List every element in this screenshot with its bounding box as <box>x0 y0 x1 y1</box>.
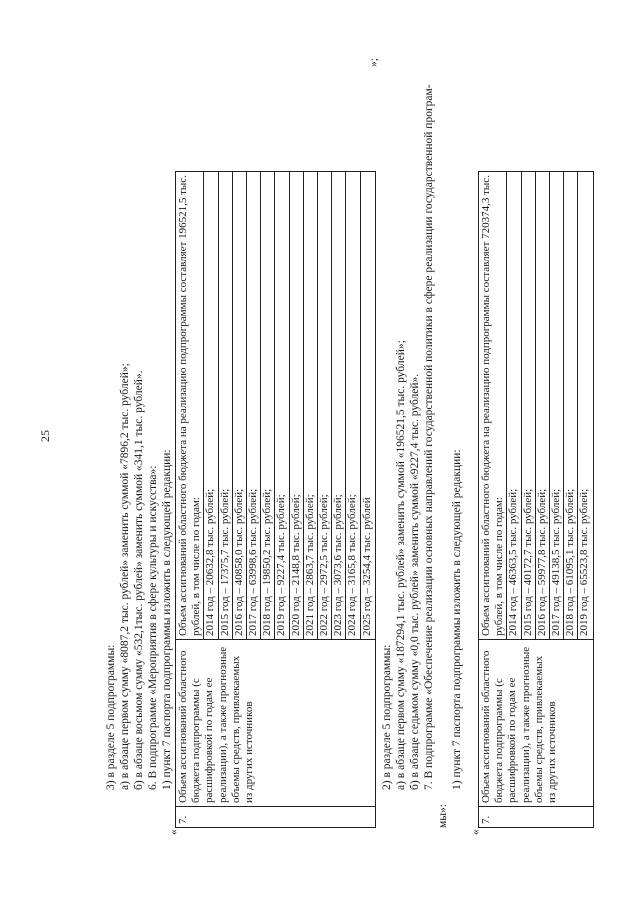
content-line: 2023 год – 3073,6 тыс. рублей; <box>331 172 345 639</box>
table-row <box>479 172 594 828</box>
content-line: 2014 год – 20632,8 тыс. рублей; <box>203 172 217 639</box>
text-line: б) в абзаце восьмом сумму «532,1тыс. рублей» заменить суммой «341,1 тыс. рублей». <box>133 370 145 790</box>
content-line: 2017 год – 63998,6 тыс. рублей; <box>246 172 260 639</box>
content-line: 2019 год – 65523,8 тыс. рублей; <box>577 172 591 639</box>
table-cell-number: 7. <box>176 807 376 828</box>
content-line: 2015 год – 40172,7 тыс. рублей; <box>521 172 535 639</box>
content-line: 2020 год – 2148,8 тыс. рублей; <box>289 172 303 639</box>
text-line: 1) пункт 7 паспорта подпрограммы изложить в следующей редакции: <box>161 449 173 790</box>
passport-table-1 <box>175 171 376 828</box>
content-line: 2018 год – 61095,1 тыс. рублей; <box>563 172 577 639</box>
content-line: Объем ассигнований областного бюджета на реализацию подпрограммы составляет 196521,5 тыс. <box>177 175 189 636</box>
table-cell-content <box>479 172 594 640</box>
content-line: 2019 год – 9227,4 тыс. рублей; <box>274 172 288 639</box>
content-line: 2018 год – 19850,2 тыс. рублей; <box>260 172 274 639</box>
open-quote: « <box>168 829 180 835</box>
text-line: 1) пункт 7 паспорта подпрограммы изложить в следующей редакции: <box>451 449 463 790</box>
content-line: 2021 год – 2863,7 тыс. рублей; <box>303 172 317 639</box>
content-line: рублей, в том числе по годам: <box>493 497 506 636</box>
content-line: 2024 год – 3165,8 тыс. рублей; <box>345 172 359 639</box>
passport-table-2 <box>478 171 594 828</box>
text-line: 6. В подпрограмме «Мероприятия в сфере культуры и искусства»: <box>147 465 159 790</box>
text-line: 2) в разделе 5 подпрограммы: <box>381 644 393 790</box>
open-quote: « <box>470 829 482 835</box>
text-line: б) в абзаце седьмом сумму «0,0 тыс. рублей» заменить суммой «9227,4 тыс. рублей». <box>409 373 421 790</box>
content-line: рублей, в том числе по годам: <box>190 497 203 636</box>
close-quote: »; <box>368 58 380 67</box>
content-line: 2022 год – 2972,5 тыс. рублей; <box>317 172 331 639</box>
page-number: 25 <box>38 430 52 442</box>
table-cell-content <box>176 172 376 640</box>
table-cell-label: Объем ассигнований областного бюджета подпрограммы (с расшифровкой по годам ее реализации), а также прогнозные объемы средств, привлекаемых из других источников <box>176 640 376 807</box>
content-line: 2025 год – 3254,4 тыс. рублей <box>360 172 374 639</box>
content-line: 2014 год – 46363,5 тыс. рублей; <box>506 172 520 639</box>
table-cell-number: 7. <box>479 807 594 828</box>
content-line: 2016 год – 59977,8 тыс. рублей; <box>535 172 549 639</box>
content-line: Объем ассигнований областного бюджета на реализацию подпрограммы составляет 720374,3 тыс. <box>480 175 492 636</box>
content-line: 2017 год – 49138,5 тыс. рублей; <box>549 172 563 639</box>
content-line: 2015 год – 17375,7 тыс. рублей; <box>218 172 232 639</box>
text-line: а) в абзаце первом сумму «187294,1 тыс. рублей» заменить суммой «196521,5 тыс. рублей»; <box>395 340 407 790</box>
content-line: 2016 год – 40858,0 тыс. рублей; <box>232 172 246 639</box>
text-line: 7. В подпрограмме «Обеспечение реализации основных направлений государственной политики в сфере реализации государственной програм- <box>423 84 435 790</box>
text-line: а) в абзаце первом сумму «8087,2 тыс. рублей» заменить суммой «7896,2 тыс. рублей»; <box>119 363 131 790</box>
text-line: 3) в разделе 5 подпрограммы: <box>105 644 117 790</box>
text-line: мы»: <box>437 804 449 828</box>
table-cell-label: Объем ассигнований областного бюджета подпрограммы (с расшифровкой по годам ее реализации), а также прогнозные объемы средств, привлекаемых из других источников <box>479 640 594 807</box>
table-row <box>176 172 376 828</box>
